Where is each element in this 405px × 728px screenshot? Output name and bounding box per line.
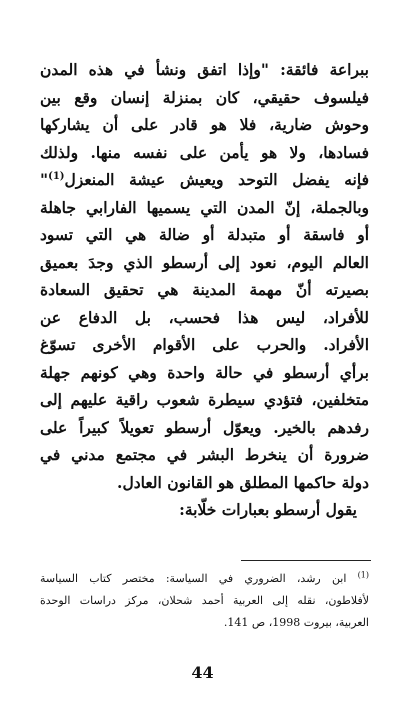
footnote-line-1-text: ابن رشد، الضروري في السياسة: مختصر كتاب السياسة (40, 572, 347, 585)
body-line-17: يقول أرسطو بعبارات خلّابة: (179, 500, 357, 519)
body-line-1: ببراعة فائقة: "وإذا اتفق ونشأ في هذه المدن (40, 60, 369, 79)
page-number: 44 (191, 663, 214, 682)
body-line-13: متخلفين، فتؤدي سيطرة شعوب راقية عليهم إلى (40, 390, 369, 409)
footnote-reference: (1) (48, 170, 65, 182)
footnote-line-1 (40, 568, 369, 590)
body-line-6: وبالجملة، إنّ المدن التي يسميها الفارابي جاهلة (40, 197, 369, 217)
body-line-16: دولة حاكمها المطلق هو القانون العادل. (117, 472, 369, 492)
body-line-15: ضرورة أن ينخرط البشر في مجتمع مدني في (40, 445, 369, 464)
body-line-9: بصيرته أنّ مهمة المدينة هي تحقيق السعادة (40, 280, 369, 299)
body-line-7: أو فاسقة أو متبدلة أو ضالة هي التي تسود (40, 225, 369, 244)
body-line-2: فيلسوف حقيقي، كان بمنزلة إنسان وقع بين (40, 87, 369, 107)
body-line-5 (40, 166, 369, 194)
footnote-line-2: لأفلاطون، نقله إلى العربية أحمد شحلان، مركز دراسات الوحدة (40, 594, 369, 607)
body-line-5-text: فإنه يفضل التوحد ويعيش عيشة المنعزل (64, 170, 369, 189)
body-line-3: وحوش ضارية، فلا هو قادر على أن يشاركها (40, 115, 369, 134)
body-text (40, 56, 369, 524)
body-line-4: فسادها، ولا هو يأمن على نفسه منها. ولذلك (40, 142, 369, 162)
footnote (40, 568, 369, 634)
body-line-14: رفدهم بالخير. ويعوّل أرسطو تعويلاً كبيراً على (40, 417, 369, 437)
body-line-10: للأفراد، ليس هذا فحسب، بل الدفاع عن (40, 307, 369, 327)
footnote-separator (241, 560, 371, 561)
footnote-line-3: العربية، بيروت 1998، ص 141. (223, 616, 369, 629)
closing-quote: " (40, 170, 49, 189)
footnote-marker: (1) (357, 570, 369, 580)
body-line-12: برأي أرسطو في حالة واحدة وهي كونهم جهلة (40, 362, 369, 382)
body-line-11: الأفراد. والحرب على الأقوام الأخرى تسوّغ (40, 335, 369, 354)
body-line-8: العالم اليوم، نعود إلى أرسطو الذي وجدَ بعميق (40, 252, 369, 272)
